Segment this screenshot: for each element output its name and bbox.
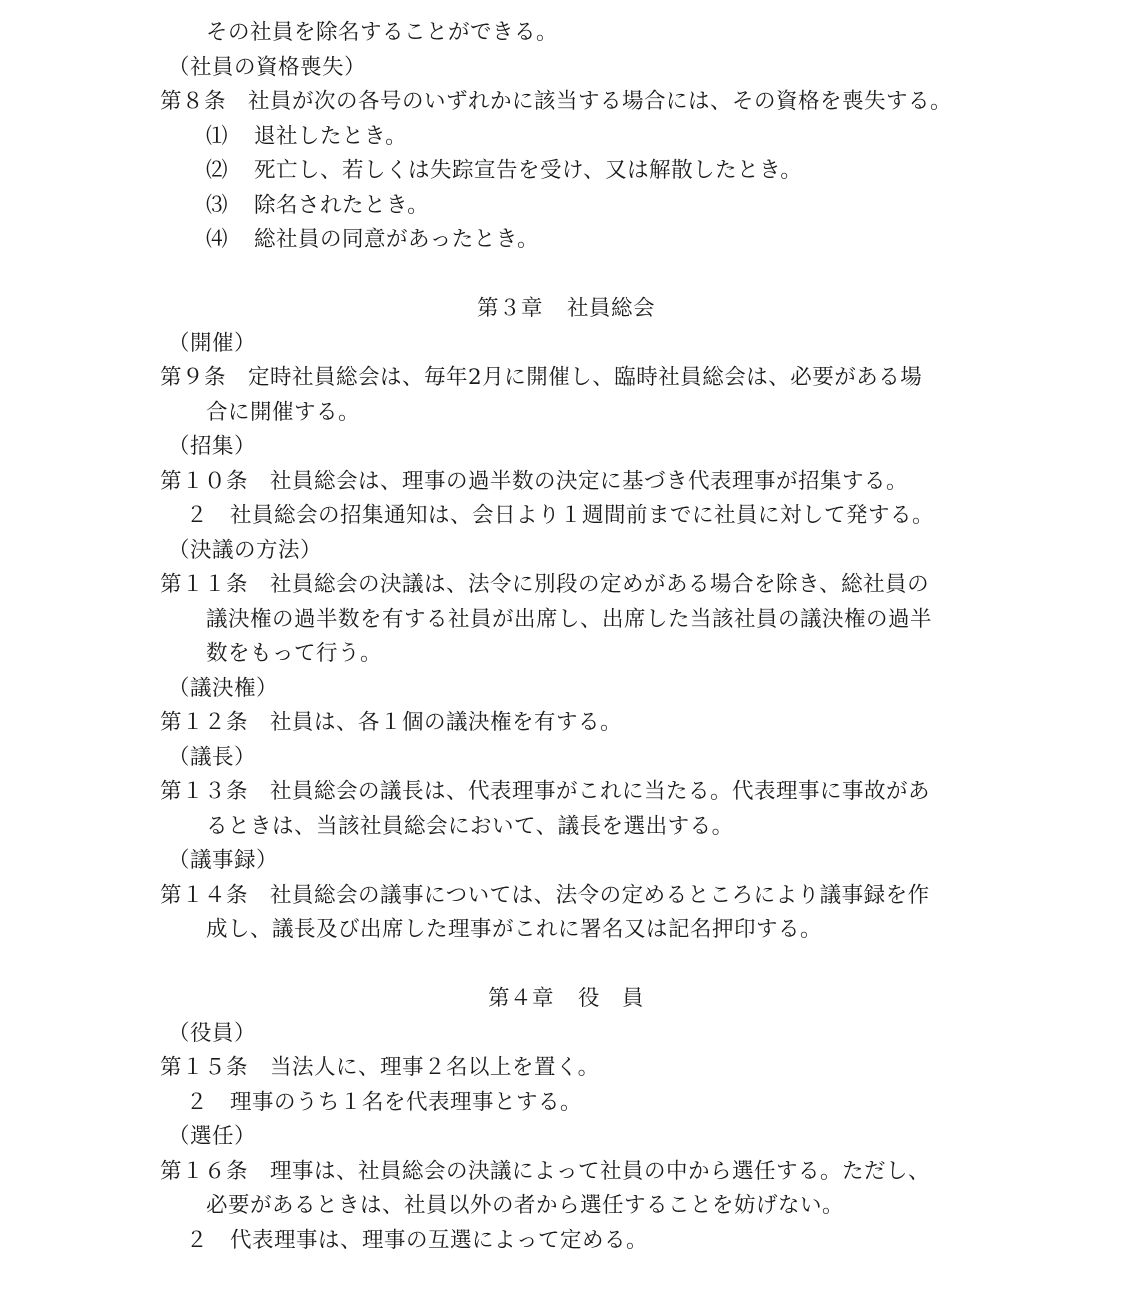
line-text: 定時社員総会は、毎年2月に開催し、臨時社員総会は、必要がある場 (248, 365, 923, 390)
line-text: （招集） (168, 434, 257, 459)
article-line (0, 1051, 1146, 1086)
paragraph-line (0, 1086, 1146, 1121)
article-caption (0, 1120, 1146, 1155)
line-text: 社員総会の招集通知は、会日より１週間前までに社員に対して発する。 (230, 503, 935, 528)
line-text: 社員は、各１個の議決権を有する。 (270, 710, 623, 735)
line-text: 社員総会の議事については、法令の定めるところにより議事録を作 (270, 882, 930, 908)
article-caption (0, 1017, 1146, 1052)
chapter-heading (0, 982, 1132, 1017)
line-text: 総社員の同意があったとき。 (254, 227, 539, 252)
article-caption (0, 534, 1146, 569)
line-text: 除名されたとき。 (254, 192, 430, 218)
line-text: 社員が次の各号のいずれかに該当する場合には、その資格を喪失する。 (248, 89, 953, 114)
document-body (0, 16, 1146, 1258)
article-number: 第１６条 (160, 1158, 249, 1184)
chapter-number: 第４章 (487, 986, 554, 1011)
continuation-line (0, 913, 1146, 948)
line-text: （選任） (168, 1124, 257, 1149)
line-text: 代表理事は、理事の互選によって定める。 (230, 1227, 649, 1253)
line-text: るときは、当該社員総会において、議長を選出する。 (206, 813, 734, 839)
article-line (0, 879, 1146, 914)
article-line (0, 85, 1146, 120)
article-caption (0, 430, 1146, 465)
chapter-heading (0, 292, 1132, 327)
article-line (0, 775, 1146, 810)
line-text: 理事は、社員総会の決議によって社員の中から選任する。ただし、 (270, 1158, 931, 1184)
article-caption (0, 741, 1146, 776)
line-text: 社員総会は、理事の過半数の決定に基づき代表理事が招集する。 (270, 468, 909, 494)
article-line (0, 706, 1146, 741)
article-number: ２ (186, 503, 209, 528)
line-text: （決議の方法） (168, 537, 323, 563)
continuation-line (0, 1189, 1146, 1224)
list-item (0, 154, 1146, 189)
line-text: その社員を除名することができる。 (206, 20, 559, 45)
continuation-line (0, 603, 1146, 638)
continuation-line (0, 396, 1146, 431)
item-number: ⑷ (206, 227, 229, 252)
line-text: （社員の資格喪失） (168, 54, 367, 80)
article-caption (0, 51, 1146, 86)
article-line (0, 1155, 1146, 1190)
list-item (0, 189, 1146, 224)
line-text: 議決権の過半数を有する社員が出席し、出席した当該社員の議決権の過半 (206, 606, 933, 632)
list-item (0, 120, 1146, 155)
list-item (0, 223, 1146, 258)
article-number: 第１０条 (160, 468, 249, 494)
article-caption (0, 327, 1146, 362)
line-text: （役員） (168, 1020, 257, 1046)
line-text: 理事のうち１名を代表理事とする。 (230, 1089, 583, 1115)
line-text: 必要があるときは、社員以外の者から選任することを妨げない。 (206, 1193, 845, 1218)
paragraph-line (0, 499, 1146, 534)
article-number: 第１４条 (160, 882, 249, 908)
article-number: ２ (186, 1089, 209, 1115)
blank-line (0, 948, 1146, 983)
article-number: 第１１条 (160, 572, 249, 597)
line-text: 当法人に、理事２名以上を置く。 (270, 1055, 600, 1080)
line-text: （議長） (168, 744, 257, 770)
continuation-line (0, 810, 1146, 845)
line-text: 成し、議長及び出席した理事がこれに署名又は記名押印する。 (206, 917, 823, 942)
line-text: （議決権） (168, 675, 279, 701)
line-text: （開催） (168, 330, 257, 356)
continuation-line (0, 637, 1146, 672)
line-text: （議事録） (168, 848, 279, 873)
blank-line (0, 258, 1146, 293)
article-number: 第９条 (160, 365, 227, 390)
item-number: ⑶ (206, 192, 229, 218)
article-caption (0, 672, 1146, 707)
article-line (0, 568, 1146, 603)
article-number: 第１３条 (160, 779, 249, 804)
line-text: 退社したとき。 (254, 123, 408, 149)
line-text: 社員総会の決議は、法令に別段の定めがある場合を除き、総社員の (270, 572, 930, 597)
line-text: 合に開催する。 (206, 399, 361, 425)
article-line (0, 361, 1146, 396)
line-text: 死亡し、若しくは失踪宣告を受け、又は解散したとき。 (254, 158, 803, 183)
line-text: 社員総会の議長は、代表理事がこれに当たる。代表理事に事故があ (270, 779, 931, 804)
line-text: 役 員 (578, 986, 645, 1011)
article-line (0, 465, 1146, 500)
article-number: 第８条 (160, 89, 227, 114)
chapter-number: 第３章 (476, 296, 543, 321)
article-number: ２ (186, 1227, 209, 1253)
continuation-line (0, 16, 1146, 51)
line-text: 数をもって行う。 (206, 641, 383, 666)
item-number: ⑴ (206, 123, 229, 149)
article-number: 第１５条 (160, 1055, 249, 1080)
line-text: 社員総会 (567, 296, 656, 321)
paragraph-line (0, 1224, 1146, 1259)
item-number: ⑵ (206, 158, 229, 183)
article-number: 第１２条 (160, 710, 249, 735)
article-caption (0, 844, 1146, 879)
